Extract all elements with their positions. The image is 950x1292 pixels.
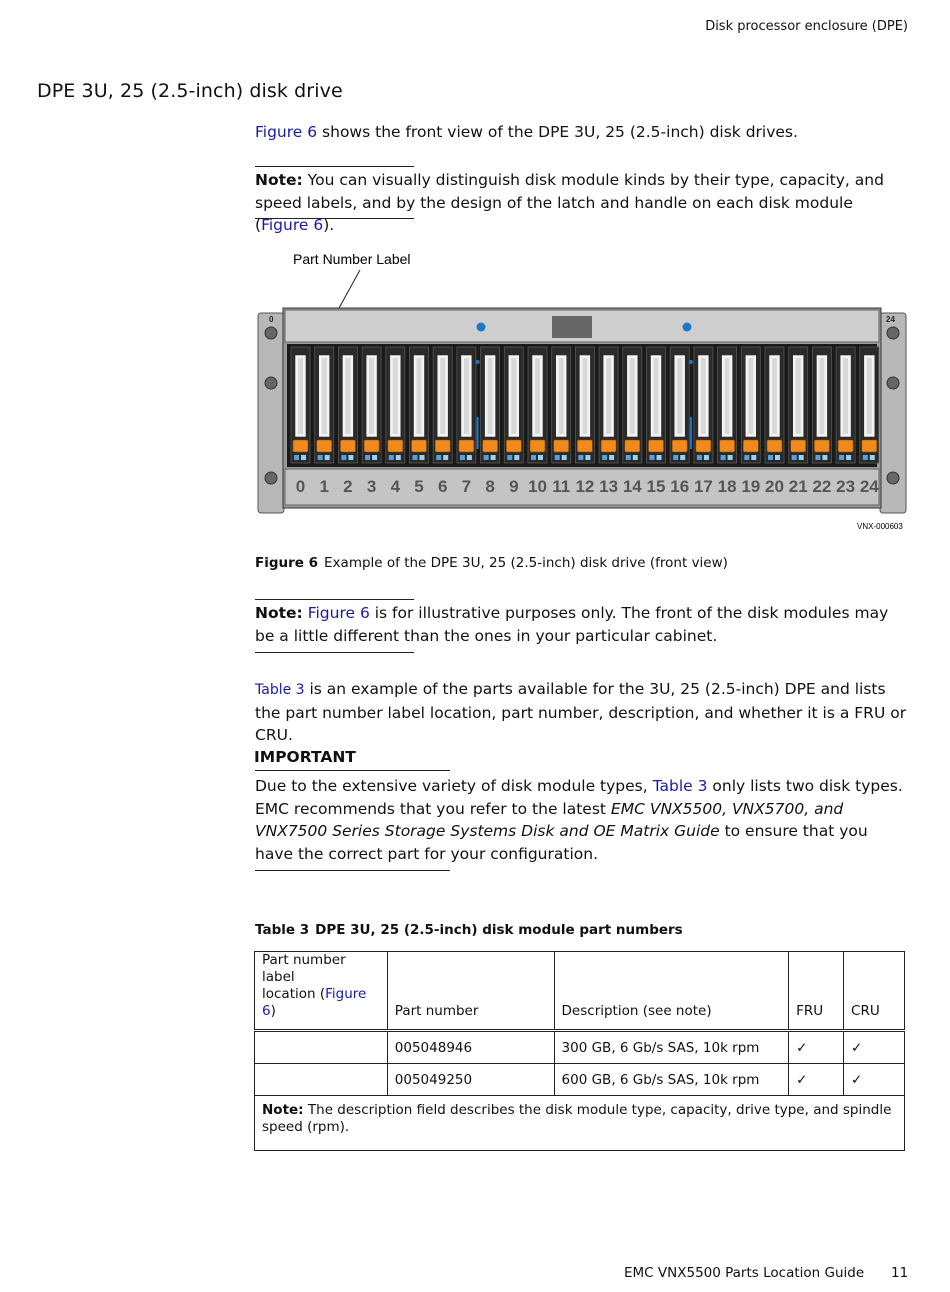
disk-activity-led — [626, 455, 631, 460]
disk-handle — [364, 440, 379, 452]
intro-text: shows the front view of the DPE 3U, 25 (2.5-inch) disk drives. — [317, 123, 798, 141]
disk-module — [315, 347, 334, 463]
disk-activity-led — [341, 455, 346, 460]
disk-slots — [291, 347, 879, 463]
disk-latch — [393, 358, 398, 434]
slot-number-label: 21 — [788, 477, 808, 496]
disk-status-led — [372, 455, 377, 460]
note2 — [255, 602, 910, 647]
slot-number-label: 13 — [599, 477, 619, 496]
disk-status-led — [728, 455, 733, 460]
disk-activity-led — [792, 455, 797, 460]
disk-module — [623, 347, 642, 463]
footer-page-number: 11 — [891, 1265, 909, 1281]
disk-module — [836, 347, 855, 463]
disk-activity-led — [697, 455, 702, 460]
disk-module — [504, 347, 523, 463]
disk-status-led — [680, 455, 685, 460]
important-paragraph — [255, 775, 910, 865]
disk-module — [765, 347, 784, 463]
indicator-led — [689, 360, 693, 364]
disk-activity-led — [389, 455, 394, 460]
cell-part-number: 005049250 — [387, 1064, 554, 1096]
disk-latch — [417, 358, 422, 434]
disk-status-led — [491, 455, 496, 460]
disk-status-led — [562, 455, 567, 460]
indicator-led — [476, 360, 480, 364]
disk-activity-led — [318, 455, 323, 460]
disk-latch — [701, 358, 706, 434]
disk-latch — [369, 358, 374, 434]
enclosure-label-right: 24 — [886, 315, 895, 324]
disk-handle — [577, 440, 592, 452]
table-row — [255, 1031, 905, 1064]
cell-cru: ✓ — [844, 1031, 905, 1064]
disk-handle — [483, 440, 498, 452]
disk-status-led — [751, 455, 756, 460]
disk-handle — [340, 440, 355, 452]
screw-icon — [265, 472, 277, 484]
disk-handle — [720, 440, 735, 452]
disk-status-led — [325, 455, 330, 460]
disk-handle — [767, 440, 782, 452]
slot-number-label: 5 — [414, 477, 424, 496]
disk-status-led — [348, 455, 353, 460]
fault-led-icon — [683, 323, 692, 332]
disk-latch — [322, 358, 327, 434]
table-caption — [255, 922, 683, 938]
disk-latch — [867, 358, 872, 434]
table-intro-text: is an example of the parts available for the 3U, 25 (2.5-inch) DPE and lists the part number label location, part number, description, and whether it is a FRU or CRU. — [255, 680, 907, 744]
disk-status-led — [585, 455, 590, 460]
part-number-label-callout: Part Number Label — [293, 251, 411, 267]
table-intro-paragraph — [255, 678, 910, 747]
disk-latch — [843, 358, 848, 434]
slot-number-label: 11 — [552, 477, 571, 496]
disk-handle — [601, 440, 616, 452]
header-location-line1: Part number label — [262, 952, 346, 985]
note1-figure-link[interactable]: Figure 6 — [261, 216, 324, 234]
disk-activity-led — [744, 455, 749, 460]
cell-location — [255, 1064, 388, 1096]
disk-latch — [535, 358, 540, 434]
vent-grille — [552, 316, 592, 338]
disk-module — [410, 347, 429, 463]
note2-figure-link[interactable]: Figure 6 — [307, 604, 370, 622]
disk-latch — [440, 358, 445, 434]
disk-activity-led — [555, 455, 560, 460]
cell-description: 600 GB, 6 Gb/s SAS, 10k rpm — [554, 1064, 789, 1096]
disk-status-led — [467, 455, 472, 460]
screw-icon — [265, 377, 277, 389]
header-fru: FRU — [789, 952, 844, 1031]
disk-status-led — [657, 455, 662, 460]
slot-number-label: 9 — [509, 477, 519, 496]
table-3-link[interactable]: Table 3 — [255, 682, 305, 698]
disk-module — [670, 347, 689, 463]
header-location-tail: ) — [270, 1003, 276, 1019]
disk-module — [575, 347, 594, 463]
figure-caption-text: Example of the DPE 3U, 25 (2.5-inch) disk drive (front view) — [324, 555, 728, 571]
disk-handle — [459, 440, 474, 452]
header-location-line2: location ( — [262, 986, 326, 1002]
disk-status-led — [396, 455, 401, 460]
cell-part-number: 005048946 — [387, 1031, 554, 1064]
disk-module — [386, 347, 405, 463]
disk-latch — [511, 358, 516, 434]
note2-text: is for illustrative purposes only. The front of the disk modules may be a little different than the ones in your particular cabinet. — [255, 604, 889, 645]
disk-module — [362, 347, 381, 463]
disk-activity-led — [650, 455, 655, 460]
disk-latch — [677, 358, 682, 434]
disk-handle — [530, 440, 545, 452]
header-description: Description (see note) — [554, 952, 789, 1031]
disk-module — [812, 347, 831, 463]
slot-number-label: 8 — [485, 477, 495, 496]
matrix-guide-title: EMC VNX5500, VNX5700, and VNX7500 Series Storage Systems Disk and OE Matrix Guide — [255, 799, 844, 840]
disk-module — [694, 347, 713, 463]
note1-text: You can visually distinguish disk module kinds by their type, capacity, and speed labels, and by the design of the latch and handle on each disk module ( — [255, 171, 884, 234]
disk-status-led — [704, 455, 709, 460]
disk-latch — [819, 358, 824, 434]
disk-handle — [293, 440, 308, 452]
important-title: IMPORTANT — [254, 748, 356, 766]
disk-handle — [554, 440, 569, 452]
disk-status-led — [846, 455, 851, 460]
disk-module — [718, 347, 737, 463]
disk-module — [647, 347, 666, 463]
header-location — [255, 952, 388, 1031]
important-text-before: Due to the extensive variety of disk module types, — [255, 777, 653, 795]
slot-number-label: 10 — [528, 477, 547, 496]
disk-handle — [696, 440, 711, 452]
note1-top-rule — [255, 166, 414, 167]
figure-caption — [255, 555, 728, 571]
important-bottom-rule — [255, 870, 450, 871]
disk-status-led — [633, 455, 638, 460]
important-top-rule — [255, 770, 450, 771]
disk-activity-led — [839, 455, 844, 460]
disk-activity-led — [507, 455, 512, 460]
cell-location — [255, 1031, 388, 1064]
disk-activity-led — [460, 455, 465, 460]
slot-number-label: 14 — [622, 477, 642, 496]
table-note-label: Note: — [262, 1102, 304, 1118]
part-numbers-table — [254, 951, 905, 1151]
disk-status-led — [538, 455, 543, 460]
disk-module — [481, 347, 500, 463]
slot-number-label: 22 — [812, 477, 832, 496]
important-text-middle: only lists two disk types. EMC recommends that you refer to the latest — [255, 777, 903, 818]
disk-latch — [559, 358, 564, 434]
note2-bottom-rule — [255, 652, 414, 653]
table-note — [255, 1096, 905, 1151]
disk-status-led — [514, 455, 519, 460]
disk-handle — [625, 440, 640, 452]
disk-activity-led — [484, 455, 489, 460]
dpe-front-view-figure — [255, 245, 910, 535]
slot-number-label: 23 — [836, 477, 856, 496]
header-part-number: Part number — [387, 952, 554, 1031]
table-caption-text: DPE 3U, 25 (2.5-inch) disk module part numbers — [315, 922, 683, 938]
slot-number-label: 20 — [765, 477, 784, 496]
slot-number-label: 17 — [693, 477, 713, 496]
slot-number-label: 7 — [461, 477, 472, 496]
screw-icon — [887, 327, 899, 339]
slot-number-label: 1 — [319, 477, 329, 496]
disk-latch — [345, 358, 350, 434]
disk-latch — [464, 358, 469, 434]
power-led-icon — [477, 323, 486, 332]
screw-icon — [265, 327, 277, 339]
disk-activity-led — [768, 455, 773, 460]
header-cru: CRU — [844, 952, 905, 1031]
enclosure-label-left: 0 — [269, 315, 274, 324]
figure-caption-label: Figure 6 — [255, 555, 319, 571]
cell-cru: ✓ — [844, 1064, 905, 1096]
section-title: DPE 3U, 25 (2.5-inch) disk drive — [37, 80, 343, 102]
note1-bottom-rule — [255, 218, 414, 219]
disk-status-led — [443, 455, 448, 460]
slot-number-label: 6 — [437, 477, 448, 496]
slot-number-label: 16 — [670, 477, 690, 496]
disk-status-led — [420, 455, 425, 460]
disk-module — [599, 347, 618, 463]
disk-status-led — [799, 455, 804, 460]
disk-activity-led — [815, 455, 820, 460]
running-header: Disk processor enclosure (DPE) — [705, 19, 908, 34]
disk-handle — [435, 440, 450, 452]
note1-label: Note: — [255, 171, 303, 189]
disk-activity-led — [602, 455, 607, 460]
disk-activity-led — [294, 455, 299, 460]
disk-status-led — [609, 455, 614, 460]
disk-latch — [796, 358, 801, 434]
disk-module — [433, 347, 452, 463]
disk-latch — [654, 358, 659, 434]
disk-activity-led — [531, 455, 536, 460]
disk-latch — [772, 358, 777, 434]
slot-number-label: 3 — [366, 477, 377, 496]
screw-icon — [887, 472, 899, 484]
disk-status-led — [822, 455, 827, 460]
important-text-after: to ensure that you have the correct part for your configuration. — [255, 822, 868, 863]
table-header-row — [255, 952, 905, 1031]
figure-6-link[interactable]: Figure 6 — [255, 123, 318, 141]
footer-guide-title: EMC VNX5500 Parts Location Guide — [624, 1265, 865, 1281]
intro-paragraph — [255, 121, 910, 144]
disk-activity-led — [365, 455, 370, 460]
table-caption-label: Table 3 — [255, 922, 310, 938]
disk-module — [789, 347, 808, 463]
cell-fru: ✓ — [789, 1031, 844, 1064]
disk-activity-led — [413, 455, 418, 460]
disk-handle — [412, 440, 427, 452]
slot-number-label: 15 — [646, 477, 666, 496]
disk-activity-led — [673, 455, 678, 460]
disk-handle — [317, 440, 332, 452]
note1-tail: ). — [323, 216, 335, 234]
disk-handle — [388, 440, 403, 452]
disk-latch — [630, 358, 635, 434]
disk-handle — [862, 440, 877, 452]
table-note-row — [255, 1096, 905, 1151]
disk-latch — [488, 358, 493, 434]
disk-handle — [649, 440, 664, 452]
slot-number-label: 24 — [859, 477, 879, 496]
disk-status-led — [775, 455, 780, 460]
header-figure-link[interactable]: Figure 6 — [262, 986, 367, 1019]
disk-module — [338, 347, 357, 463]
slot-number-label: 4 — [390, 477, 401, 496]
disk-module — [860, 347, 879, 463]
slot-number-label: 18 — [717, 477, 737, 496]
indicator-bar — [477, 417, 479, 449]
disk-latch — [298, 358, 303, 434]
disk-handle — [791, 440, 806, 452]
disk-latch — [606, 358, 611, 434]
disk-module — [291, 347, 310, 463]
disk-status-led — [301, 455, 306, 460]
slot-number-label: 0 — [295, 477, 306, 496]
disk-activity-led — [721, 455, 726, 460]
disk-activity-led — [863, 455, 868, 460]
figure-id: VNX-000603 — [857, 522, 903, 531]
disk-module — [457, 347, 476, 463]
disk-activity-led — [578, 455, 583, 460]
disk-handle — [838, 440, 853, 452]
disk-latch — [725, 358, 730, 434]
indicator-bar — [690, 417, 692, 449]
disk-handle — [814, 440, 829, 452]
note2-label: Note: — [255, 604, 303, 622]
disk-status-led — [870, 455, 875, 460]
important-table-link[interactable]: Table 3 — [652, 777, 708, 795]
disk-handle — [506, 440, 521, 452]
disk-latch — [748, 358, 753, 434]
note1 — [255, 169, 910, 237]
disk-activity-led — [436, 455, 441, 460]
slot-number-label: 2 — [343, 477, 353, 496]
disk-handle — [672, 440, 687, 452]
cell-description: 300 GB, 6 Gb/s SAS, 10k rpm — [554, 1031, 789, 1064]
disk-module — [528, 347, 547, 463]
cell-fru: ✓ — [789, 1064, 844, 1096]
disk-module — [741, 347, 760, 463]
table-note-text: The description field describes the disk module type, capacity, drive type, and spindle speed (rpm). — [262, 1102, 892, 1135]
note2-top-rule — [255, 599, 414, 600]
disk-module — [552, 347, 571, 463]
slot-number-label: 19 — [741, 477, 761, 496]
table-row — [255, 1064, 905, 1096]
slot-number-label: 12 — [575, 477, 595, 496]
disk-latch — [582, 358, 587, 434]
screw-icon — [887, 377, 899, 389]
disk-handle — [743, 440, 758, 452]
